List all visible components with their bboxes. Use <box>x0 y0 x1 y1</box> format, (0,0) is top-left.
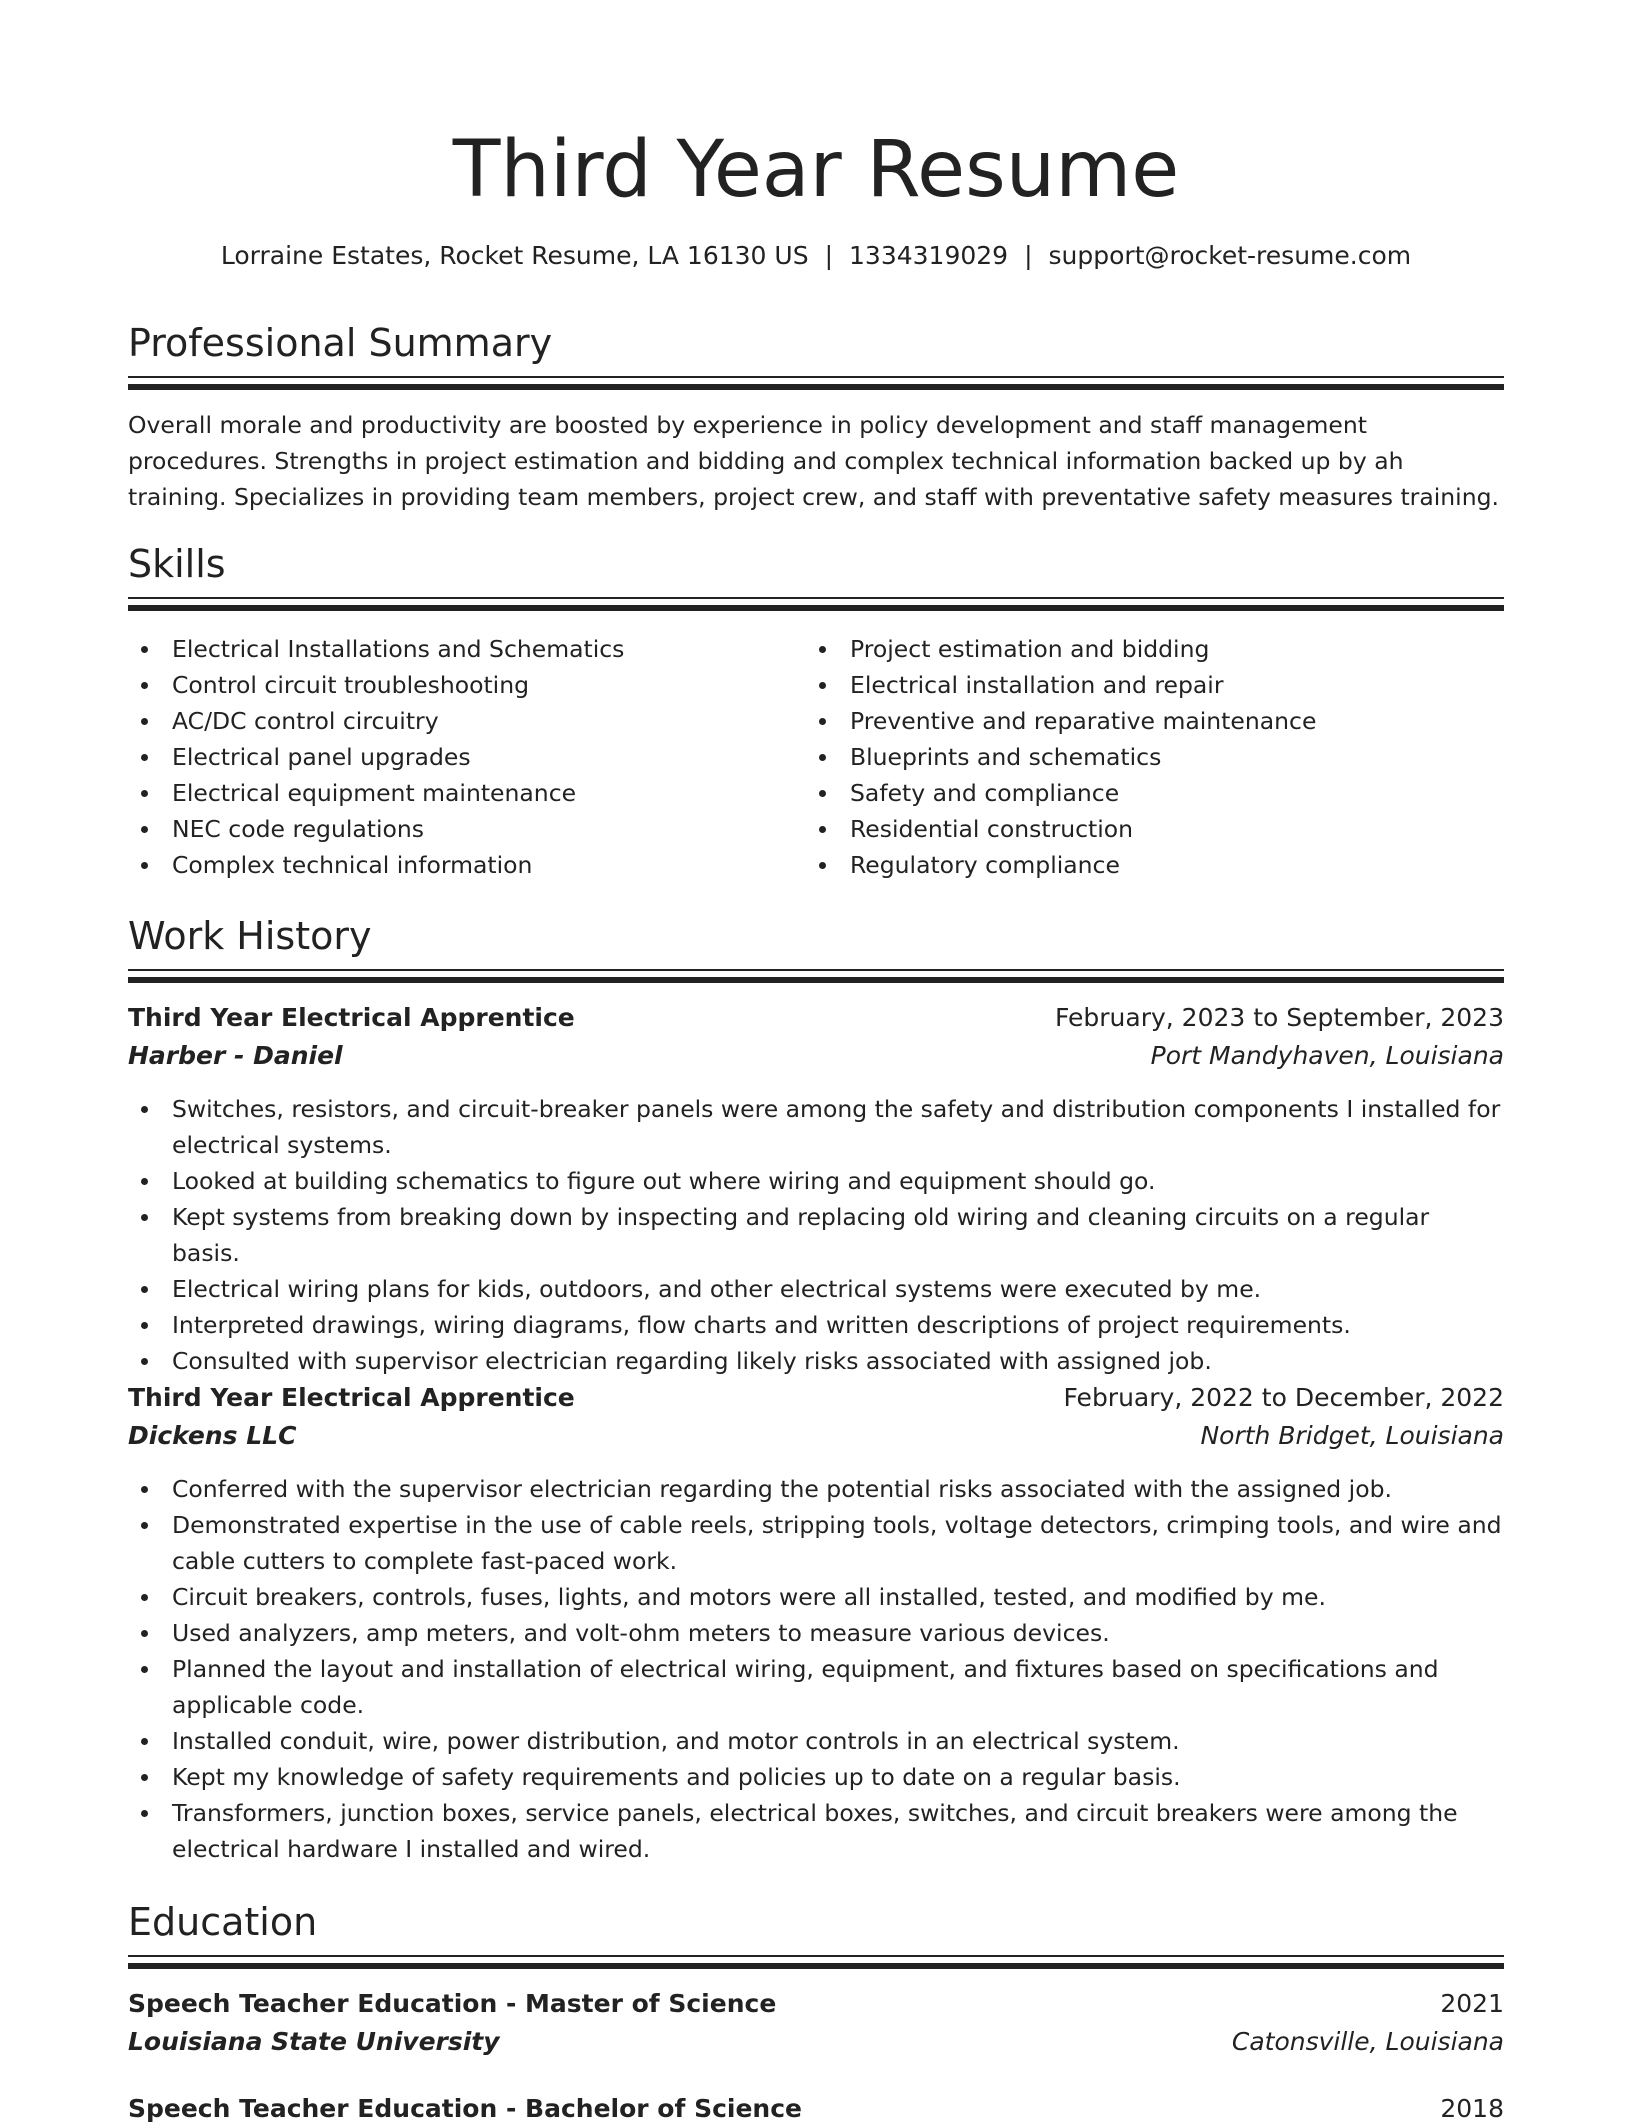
skill-item: Safety and compliance <box>806 775 1476 811</box>
skill-item: AC/DC control circuitry <box>128 703 798 739</box>
job-bullet: Transformers, junction boxes, service panels, electrical boxes, switches, and circuit breakers were among the electrical hardware I installed and wired. <box>128 1795 1504 1867</box>
job-dates: February, 2023 to September, 2023 <box>1055 1003 1504 1032</box>
job-company: Harber - Daniel <box>128 1041 343 1070</box>
work-divider <box>128 969 1504 983</box>
job-title: Third Year Electrical Apprentice <box>128 1003 575 1032</box>
job-dates: February, 2022 to December, 2022 <box>1063 1383 1504 1412</box>
contact-line <box>128 238 1504 274</box>
job-bullet: Kept my knowledge of safety requirements and policies up to date on a regular basis. <box>128 1759 1504 1795</box>
skills-list-right <box>806 631 1476 883</box>
education-degree: Speech Teacher Education - Master of Science <box>128 1989 777 2018</box>
education-year: 2021 <box>1440 1989 1504 2018</box>
job-bullets <box>128 1091 1504 1379</box>
contact-separator: | <box>824 241 834 270</box>
contact-email: support@rocket-resume.com <box>1048 241 1412 270</box>
job-bullet: Interpreted drawings, wiring diagrams, flow charts and written descriptions of project requirements. <box>128 1307 1504 1343</box>
skills-divider <box>128 597 1504 611</box>
job-company: Dickens LLC <box>128 1421 297 1450</box>
skill-item: Electrical installation and repair <box>806 667 1476 703</box>
contact-separator: | <box>1024 241 1033 270</box>
skills-list-left <box>128 631 798 883</box>
skill-item: Preventive and reparative maintenance <box>806 703 1476 739</box>
skill-item: Residential construction <box>806 811 1476 847</box>
skill-item: NEC code regulations <box>128 811 798 847</box>
job-entry <box>128 999 1504 1379</box>
summary-text: Overall morale and productivity are boosted by experience in policy development and staff management procedures. Strengths in project estimation and bidding and complex technical information backed up by ah training. Specializes in providing team members, project crew, and staff with preventative safety measures training. <box>128 411 1499 511</box>
job-bullet: Used analyzers, amp meters, and volt-ohm meters to measure various devices. <box>128 1615 1504 1651</box>
job-bullet: Consulted with supervisor electrician regarding likely risks associated with assigned job. <box>128 1343 1504 1379</box>
job-bullet: Planned the layout and installation of electrical wiring, equipment, and fixtures based on specifications and applicable code. <box>128 1651 1504 1723</box>
job-title: Third Year Electrical Apprentice <box>128 1383 575 1412</box>
skill-item: Project estimation and bidding <box>806 631 1476 667</box>
job-bullet: Installed conduit, wire, power distribution, and motor controls in an electrical system. <box>128 1723 1504 1759</box>
contact-address: Lorraine Estates, Rocket Resume, LA 16130 US <box>220 241 809 270</box>
education-entry <box>128 2090 1504 2128</box>
job-bullet: Kept systems from breaking down by inspecting and replacing old wiring and cleaning circuits on a regular basis. <box>128 1199 1504 1271</box>
contact-phone: 1334319029 <box>849 241 1009 270</box>
job-bullet: Looked at building schematics to figure out where wiring and equipment should go. <box>128 1163 1504 1199</box>
job-bullet: Demonstrated expertise in the use of cable reels, stripping tools, voltage detectors, crimping tools, and wire and cable cutters to complete fast-paced work. <box>128 1507 1504 1579</box>
education-degree: Speech Teacher Education - Bachelor of Science <box>128 2094 802 2123</box>
job-bullet: Electrical wiring plans for kids, outdoors, and other electrical systems were executed by me. <box>128 1271 1504 1307</box>
job-location: Port Mandyhaven, Louisiana <box>1150 1041 1504 1070</box>
education-divider <box>128 1955 1504 1969</box>
education-year: 2018 <box>1440 2094 1504 2123</box>
skills-heading: Skills <box>128 542 226 586</box>
work-heading: Work History <box>128 914 372 958</box>
education-heading: Education <box>128 1900 318 1944</box>
skill-item: Electrical panel upgrades <box>128 739 798 775</box>
skill-item: Control circuit troubleshooting <box>128 667 798 703</box>
summary-divider <box>128 376 1504 390</box>
education-school: Louisiana State University <box>128 2027 500 2056</box>
job-bullet: Conferred with the supervisor electrician regarding the potential risks associated with the assigned job. <box>128 1471 1504 1507</box>
job-bullet: Switches, resistors, and circuit-breaker panels were among the safety and distribution components I installed for electrical systems. <box>128 1091 1504 1163</box>
skill-item: Blueprints and schematics <box>806 739 1476 775</box>
job-bullets <box>128 1471 1504 1867</box>
skill-item: Electrical Installations and Schematics <box>128 631 798 667</box>
skill-item: Electrical equipment maintenance <box>128 775 798 811</box>
education-entry <box>128 1985 1504 2061</box>
summary-heading: Professional Summary <box>128 321 553 365</box>
job-location: North Bridget, Louisiana <box>1200 1421 1504 1450</box>
education-location: Catonsville, Louisiana <box>1231 2027 1504 2056</box>
resume-title: Third Year Resume <box>452 125 1180 215</box>
job-entry <box>128 1379 1504 1867</box>
skill-item: Regulatory compliance <box>806 847 1476 883</box>
job-bullet: Circuit breakers, controls, fuses, lights, and motors were all installed, tested, and modified by me. <box>128 1579 1504 1615</box>
skill-item: Complex technical information <box>128 847 798 883</box>
